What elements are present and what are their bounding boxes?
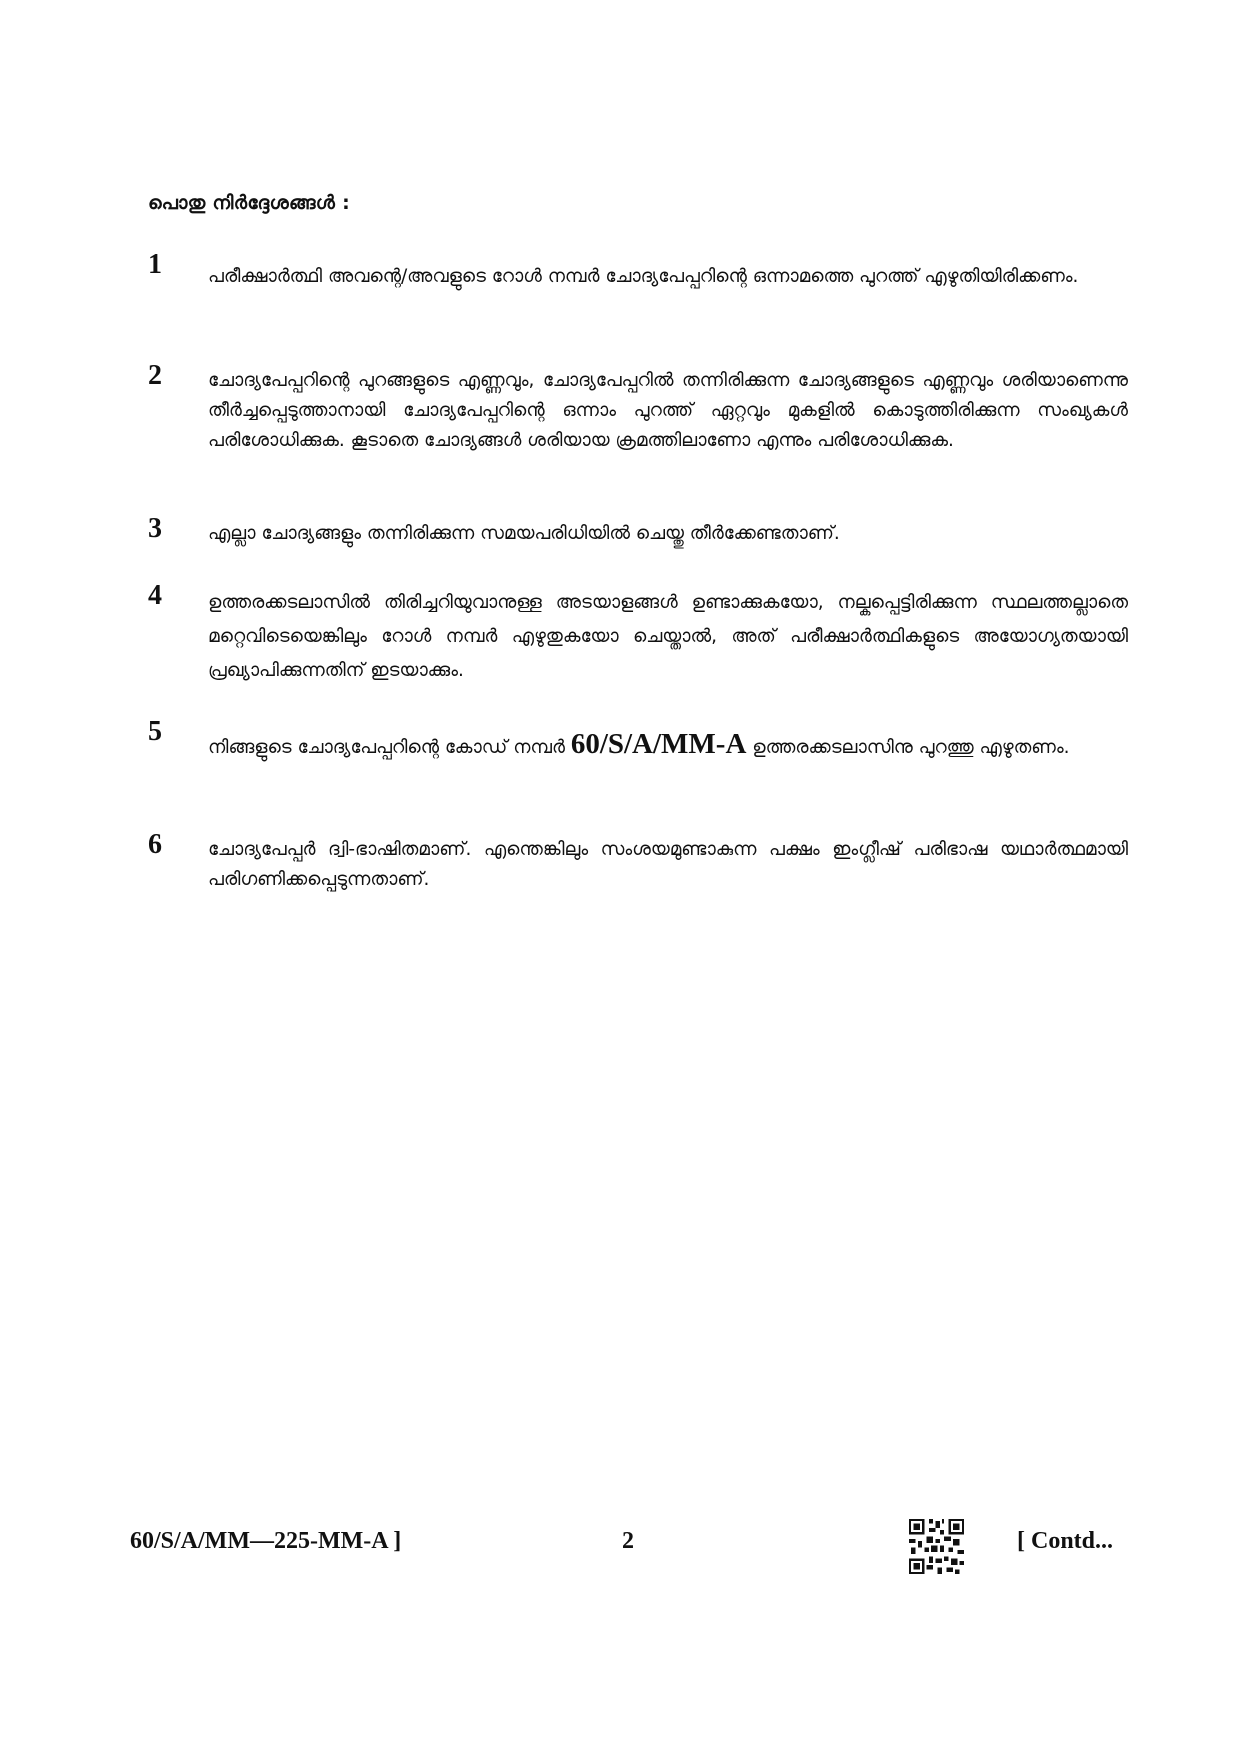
instruction-number: 4 [148, 580, 162, 611]
page-heading: പൊതു നിർദ്ദേശങ്ങൾ : [148, 192, 350, 214]
instruction-1 [148, 249, 1128, 299]
instruction-text [208, 722, 1128, 770]
instruction-number: 3 [148, 513, 162, 544]
instruction-number: 6 [148, 829, 162, 860]
qr-code-icon [909, 1519, 964, 1574]
footer-paper-code: 60/S/A/MM—225-MM-A ] [130, 1528, 402, 1554]
page-number: 2 [622, 1528, 634, 1554]
instruction-2 [148, 360, 1128, 456]
continued-label: [ Contd... [1017, 1528, 1114, 1554]
instruction-number: 2 [148, 360, 162, 391]
instruction-text-before: നിങ്ങളുടെ ചോദ്യപേപ്പറിന്റെ കോഡ് നമ്പർ [208, 737, 565, 758]
instruction-5 [148, 716, 1128, 770]
instruction-4 [148, 580, 1128, 688]
instruction-text-after: ഉത്തരക്കടലാസിനു പുറത്തു എഴുതണം. [752, 737, 1070, 758]
instruction-number: 5 [148, 716, 162, 747]
instruction-3 [148, 513, 1128, 549]
instruction-number: 1 [148, 249, 162, 280]
instruction-6 [148, 829, 1128, 895]
instruction-text: ചോദ്യപേപ്പർ ദ്വി-ഭാഷിതമാണ്. എന്തെങ്കിലും സംശയമുണ്ടാകുന്ന പക്ഷം ഇംഗ്ലീഷ് പരിഭാഷ യഥാർത്ഥമായി പരിഗണിക്കപ്പെടുന്നതാണ്. [208, 839, 1128, 890]
instruction-text: ചോദ്യപേപ്പറിന്റെ പുറങ്ങളുടെ എണ്ണവും, ചോദ്യപേപ്പറിൽ തന്നിരിക്കുന്ന ചോദ്യങ്ങളുടെ എണ്ണവും ശരിയാണെന്നു തീർച്ചപ്പെടുത്താനായി ചോദ്യപേപ്പറിന്റെ ഒന്നാം പുറത്ത് ഏറ്റവും മുകളിൽ കൊടുത്തിരിക്കുന്ന സംഖ്യകൾ പരിശോധിക്കുക. കൂടാതെ ചോദ്യങ്ങൾ ശരിയായ ക്രമത്തിലാണോ എന്നും പരിശോധിക്കുക. [208, 370, 1128, 451]
instruction-text: എല്ലാ ചോദ്യങ്ങളും തന്നിരിക്കുന്ന സമയപരിധിയിൽ ചെയ്തു തീർക്കേണ്ടതാണ്. [208, 523, 840, 544]
instruction-text: ഉത്തരക്കടലാസിൽ തിരിച്ചറിയുവാനുള്ള അടയാളങ്ങൾ ഉണ്ടാക്കുകയോ, നല്കപ്പെട്ടിരിക്കുന്ന സ്ഥലത്തല്ലാതെ മറ്റെവിടെയെങ്കിലും റോൾ നമ്പർ എഴുതുകയോ ചെയ്താൽ, അത് പരീക്ഷാർത്ഥികളുടെ അയോഗ്യതയായി പ്രഖ്യാപിക്കുന്നതിന് ഇടയാക്കും. [208, 592, 1128, 681]
instruction-text: പരീക്ഷാർത്ഥി അവന്റെ/അവളുടെ റോൾ നമ്പർ ചോദ്യപേപ്പറിന്റെ ഒന്നാമത്തെ പുറത്ത് എഴുതിയിരിക്കണം. [208, 266, 1079, 287]
question-paper-code: 60/S/A/MM-A [570, 728, 747, 760]
